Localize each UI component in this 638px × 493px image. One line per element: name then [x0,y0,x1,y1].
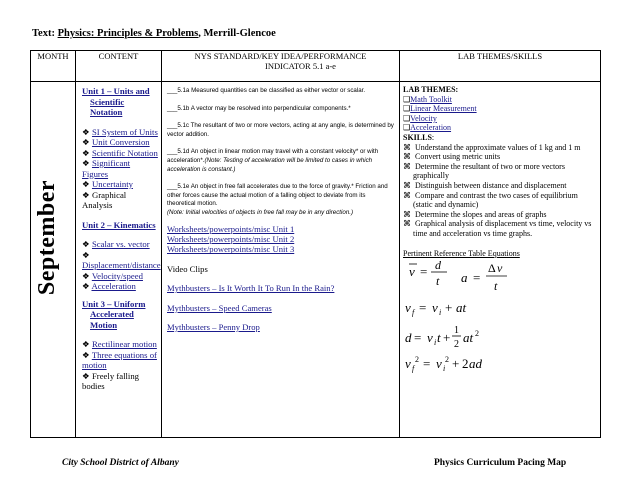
lab-theme-item: ❑Acceleration [403,123,452,133]
svg-text:Δ: Δ [488,261,496,276]
svg-text:t: t [436,274,440,289]
unit3-title-b: Accelerated [90,309,134,319]
list-item: ❖ Graphical Analysis [82,189,127,210]
svg-text:a: a [461,270,468,286]
svg-text:=: = [419,300,427,316]
indicator-cell [162,82,400,438]
skills-label: SKILLS [403,132,432,142]
svg-text:v: v [427,330,433,346]
svg-text:1: 1 [454,325,459,337]
list-item: ❖ Acceleration [82,281,136,291]
svg-text:2: 2 [462,356,469,372]
textbook-title: Physics: Principles & Problems [57,28,199,39]
lab-theme-item: ❑Math Toolkit [403,94,452,104]
text-prefix: Text: [32,28,58,39]
standard-5-1e-note: (Note: Initial velocities of objects in free fall may be in any direction.) [167,208,354,216]
month-header: MONTH [31,51,76,82]
skill-item: ⌘ Understand the approximate values of 1 kg and 1 m [403,142,581,152]
indicator-code: 5.1 a-e [310,61,336,71]
standard-5-1e-text: ___5.1e An object in free fall accelerates due to the force of gravity.* Friction and other forces cause the actual motion of a falling object to deviate from its theoretical motion. [167,183,388,208]
month-label: September [34,180,60,296]
skills-cell [400,82,601,438]
svg-text:f: f [412,364,415,374]
svg-text:ad: ad [469,356,482,372]
skill-item: ⌘ Determine the resultant of two or more vectors graphically [403,161,565,181]
unit1-title: Unit 1 – Units and [82,86,150,96]
svg-text:d: d [435,260,441,273]
svg-text:=: = [420,264,428,280]
skill-item: ⌘ Distinguish between distance and displacement [403,180,567,190]
svg-text:i: i [434,338,437,348]
unit2-title: Unit 2 – Kinematics [82,219,156,230]
svg-text:2: 2 [445,355,449,365]
svg-text:v: v [432,300,438,316]
standard-5-1d-text: ___5.1d An object in linear motion may travel with a constant velocity* or with acceleration*. [167,148,379,164]
list-item: ❖ Velocity/speed [82,270,143,281]
skill-item: ⌘ Determine the slopes and areas of graphs [403,209,547,219]
lab-theme-item: ❑Linear Measurement [403,104,477,114]
mythbusters-penny-link[interactable]: Mythbusters – Penny Drop [167,321,260,332]
list-item: ❖ Uncertainty [82,179,133,189]
svg-text:2: 2 [454,339,459,351]
month-cell [31,82,76,438]
svg-text:=: = [473,270,481,286]
standard-5-1e [167,183,395,217]
equations-title: Pertinent Reference Table Equations [403,248,520,258]
text-publisher: , Merrill-Glencoe [198,28,276,39]
pacing-table [30,50,601,438]
mythbusters-rain-link[interactable]: Mythbusters – Is It Worth It To Run In the Rain? [167,283,335,294]
list-item: ❖ SI System of Units [82,126,158,137]
svg-text:t: t [494,279,498,294]
resource-link-unit3[interactable]: Worksheets/powerpoints/misc Unit 3 [167,244,295,255]
list-item: ❖ Scalar vs. vector [82,239,150,249]
skill-item: ⌘ Compare and contrast the two cases of equilibrium (static and dynamic) [403,190,578,210]
skills-label-row: SKILLS: [403,132,435,142]
svg-text:at: at [463,330,474,346]
content-cell [76,82,162,438]
footer-district: City School District of Albany [62,458,179,468]
svg-text:v: v [436,356,442,372]
svg-text:+: + [443,330,451,346]
skill-item: ⌘ Convert using metric units [403,152,501,162]
standard-5-1b: ___5.1b A vector may be resolved into perpendicular components.* [167,104,351,112]
standard-5-1a: ___5.1a Measured quantities can be classified as either vector or scalar. [167,87,366,94]
skill-item: ⌘ Graphical analysis of displacement vs time, velocity vs time and acceleration vs time graphs. [403,219,592,238]
svg-text:i: i [439,308,442,318]
svg-text:v: v [409,264,415,280]
svg-text:t: t [437,330,441,346]
unit1-title-b: Scientific Notation [90,96,125,117]
list-item: ❖ Significant Figures [82,158,131,179]
svg-text:+: + [445,300,453,316]
svg-text:d: d [405,330,412,346]
list-item: ❖ Three equations of motion [82,349,157,370]
svg-text:v: v [405,300,411,316]
list-item: ❖ Scientific Notation [82,147,158,158]
svg-text:2: 2 [475,329,479,339]
september-row [31,82,601,438]
svg-text:f: f [412,308,415,318]
svg-text:=: = [423,356,431,372]
resource-link-unit2[interactable]: Worksheets/powerpoints/misc Unit 2 [167,233,295,244]
mythbusters-speed-link[interactable]: Mythbusters – Speed Cameras [167,302,272,313]
video-clips-label: Video Clips [167,263,208,274]
indicator-header [162,51,400,82]
content-header: CONTENT [76,51,162,82]
list-item: ❖ Rectilinear motion [82,339,157,349]
list-item: ❖ Displacement/distance [82,249,161,270]
svg-text:v: v [405,356,411,372]
unit3-title: Unit 3 – Uniform [82,298,146,309]
indicator-header-line1: NYS STANDARD/KEY IDEA/PERFORMANCE [194,51,367,61]
lab-themes-label: LAB THEMES: [403,85,459,94]
svg-text:2: 2 [415,355,419,365]
list-item: ❖ Freely falling bodies [82,370,140,391]
equations-figure [403,260,597,384]
svg-text:=: = [414,330,422,346]
standard-5-1d [167,148,395,174]
header-row [31,51,601,82]
text-line [32,28,276,39]
standard-5-1c: ___5.1c The resultant of two or more vectors, acting at any angle, is determined by vector addition. [167,122,394,138]
unit3-title-c: Motion [90,319,118,330]
indicator-header-line2: INDICATOR [265,61,311,71]
list-item: ❖ Unit Conversion [82,137,150,147]
svg-text:i: i [443,364,446,374]
svg-text:v: v [497,261,503,276]
standard-5-1d-note: (Note: Testing of acceleration will be limited to cases in which acceleration is constant.) [167,156,373,173]
footer-title: Physics Curriculum Pacing Map [434,458,567,468]
svg-text:+: + [452,356,460,372]
resource-link-unit1[interactable]: Worksheets/powerpoints/misc Unit 1 [167,223,295,234]
lab-theme-item: ❑Velocity [403,113,437,123]
lab-header: LAB THEMES/SKILLS [400,51,601,82]
svg-text:at: at [456,300,467,316]
